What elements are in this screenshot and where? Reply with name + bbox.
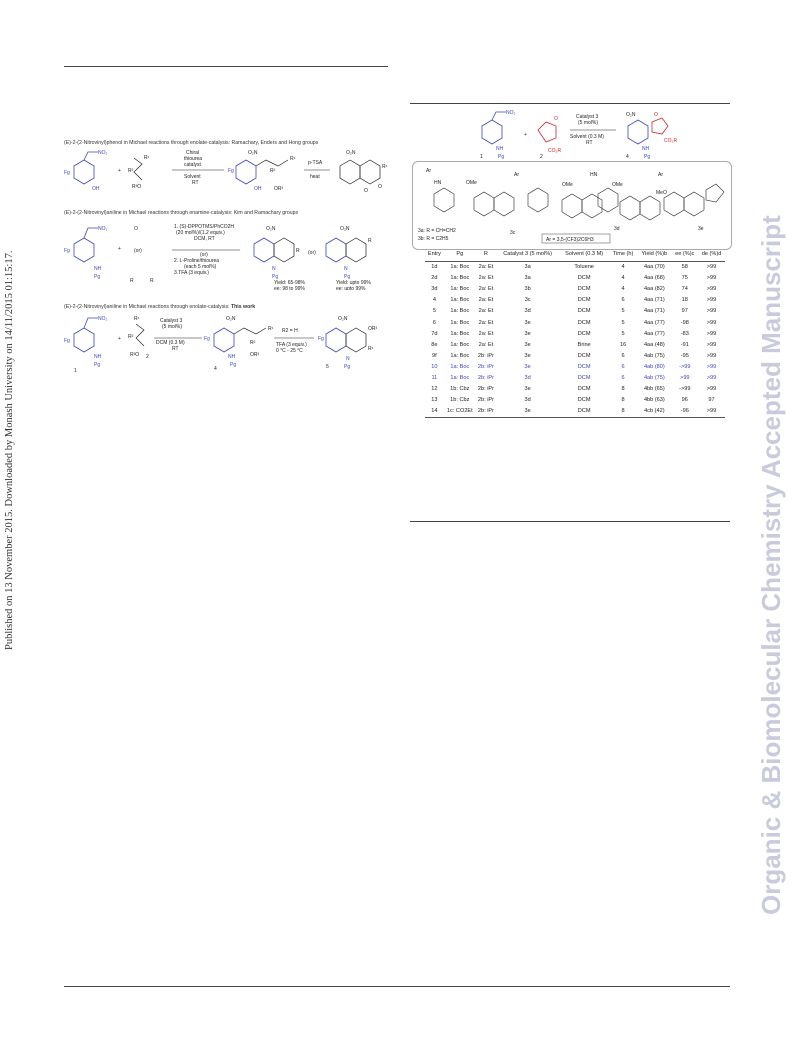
table-cell: 1b: Cbz [450,397,470,404]
table-cell: 4aa (77) [643,319,665,326]
svg-text:(20 mol%)/(1.2 equiv.): (20 mol%)/(1.2 equiv.) [176,230,225,236]
svg-text:+: + [118,246,121,252]
table-cell: >99 [706,341,717,348]
svg-text:DCM, RT: DCM, RT [194,236,215,242]
svg-text:OR³: OR³ [274,186,284,192]
svg-text:p-TSA: p-TSA [308,160,323,166]
table-cell: 6 [621,363,625,370]
col-pg: Pg [444,251,476,261]
table-cell: 4aa (68) [643,275,665,282]
bottom-rule [64,986,730,987]
table-cell: 2a: Et [478,286,494,293]
table-cell: 74 [681,286,688,293]
table-reaction-scheme [470,108,700,160]
svg-text:catalyst: catalyst [184,162,201,168]
table-cell: >99 [706,264,717,271]
table-cell: 1a: Boc [450,264,470,271]
table-cell: 4 [432,297,436,304]
table-cell: DCM [577,374,591,381]
table-cell: 4aa (70) [643,264,665,271]
table-cell: 8 [621,397,625,404]
table-header-row [425,251,725,261]
svg-text:R¹: R¹ [368,346,374,352]
svg-text:R: R [130,278,134,284]
svg-text:Catalyst 3: Catalyst 3 [576,114,599,120]
table-cell: >99 [706,363,717,370]
svg-text:Fg: Fg [64,248,70,254]
svg-text:Ar: Ar [426,168,431,174]
table-cell: 2a: Et [478,341,494,348]
table-cell: 2b: iPr [477,352,495,359]
table-cell: 4ab (80) [643,363,665,370]
table-cell: DCM [559,406,609,418]
svg-text:(5 mol%): (5 mol%) [578,120,599,126]
svg-text:3.TFA (3 equiv.): 3.TFA (3 equiv.) [174,270,209,276]
table-row [425,273,725,284]
table-cell: 2b: iPr [477,374,495,381]
svg-text:2. L-Proline/thiourea: 2. L-Proline/thiourea [174,258,220,264]
svg-text:4: 4 [626,154,629,160]
table-cell: 3d [524,397,531,404]
table-cell: 3e [524,330,531,337]
svg-text:Fg: Fg [318,336,324,342]
table-cell: DCM [577,397,591,404]
table-row [425,328,725,339]
table-cell: 3e [524,341,531,348]
svg-text:CO₂R: CO₂R [548,148,562,154]
svg-text:NH: NH [496,146,504,152]
svg-text:RT: RT [192,180,199,186]
svg-text:ee: 98 to 99%: ee: 98 to 99% [274,286,305,290]
table-cell: 58 [681,264,688,271]
svg-text:Ar = 3,5-(CF3)2C6H3: Ar = 3,5-(CF3)2C6H3 [546,237,594,243]
table-cell: 4aa (71) [643,297,665,304]
table-cell: 3c [524,297,531,304]
scheme-row3-figure [64,312,394,374]
svg-text:+: + [118,168,121,174]
table-cell: 5 [621,319,625,326]
svg-text:RT: RT [586,140,593,146]
svg-text:NH: NH [642,146,650,152]
table-row [425,317,725,328]
table-cell: 6 [621,374,625,381]
svg-text:Ar: Ar [514,172,519,178]
svg-text:(each 5 mol%): (each 5 mol%) [184,264,217,270]
svg-text:(or): (or) [308,250,316,256]
table-cell: 7d [431,330,438,337]
svg-text:R²: R² [250,340,256,346]
svg-text:thiourea: thiourea [184,156,203,162]
svg-text:Yield: 65-98%: Yield: 65-98% [274,280,305,286]
table-cell: Toluene [574,264,594,271]
svg-text:Pg: Pg [230,362,237,368]
svg-text:O: O [378,184,382,190]
catalysts-figure [414,164,728,246]
table-cell: 2a: Et [478,319,494,326]
svg-text:R¹: R¹ [144,155,150,161]
table-cell: >99 [680,374,690,381]
table-cell: 4aa (77) [643,330,665,337]
table-cell: 8 [621,386,625,393]
col-solvent: Solvent (0.3 M) [559,251,609,261]
svg-text:NH: NH [94,354,102,360]
table-cell: ->99 [679,386,691,393]
table-cell: 1d [431,264,438,271]
svg-text:3c: 3c [510,230,516,236]
scheme-row3-caption: (E)-2-(2-Nitrovinyl)aniline in Michael reactions through enolate-catalysis: This work [64,304,256,310]
table-cell: 1a: Boc [450,275,470,282]
table-cell: 3d [524,374,531,381]
table-cell: 4bb (65) [643,386,665,393]
svg-text:Pg: Pg [94,362,101,368]
table-cell: 4aa (82) [643,286,665,293]
svg-text:NH: NH [94,266,102,272]
svg-text:3e: 3e [698,226,704,232]
table-cell: >99 [706,308,717,315]
table-cell: 97 [708,397,715,404]
table-cell: DCM [577,297,591,304]
svg-text:R¹: R¹ [134,316,140,322]
svg-text:Solvent (0.3 M): Solvent (0.3 M) [570,134,604,140]
svg-text:O₂N: O₂N [346,150,356,156]
svg-text:Catalyst 3: Catalyst 3 [160,318,183,324]
svg-text:5: 5 [326,364,329,370]
svg-text:Pg: Pg [498,154,505,160]
table-cell: 6 [621,297,625,304]
table-cell: 5 [621,330,625,337]
svg-text:O₂N: O₂N [340,226,350,232]
col-time: Time (h) [609,251,637,261]
table-row [425,372,725,383]
table-cell: 4ab (75) [643,352,665,359]
scheme-row1-figure [64,148,394,198]
svg-text:Ar: Ar [658,172,663,178]
mid-rule-right [410,521,730,522]
table-row [425,261,725,273]
publication-note: Published on 13 November 2015. Downloaded by Monash University on 14/11/2015 01:15:17. [4,250,15,650]
table-cell: 2a: Et [478,308,494,315]
table-cell: 1a: Boc [450,352,470,359]
table-cell: 2b: iPr [476,406,496,418]
table-cell: >99 [706,319,717,326]
accepted-manuscript-watermark: Organic & Biomolecular Chemistry Accepted Manuscript [756,215,786,915]
table-row [425,361,725,372]
table-cell: 3d [431,286,438,293]
table-cell: 16 [619,341,627,348]
table-cell: 12 [431,386,438,393]
table-row [425,339,725,350]
table-cell: 9f [432,352,437,359]
svg-text:O₂N: O₂N [248,150,258,156]
svg-text:N: N [272,266,276,272]
table-cell: -96 [672,406,699,418]
svg-text:O: O [134,226,138,232]
table-cell: -91 [680,341,689,348]
table-cell: 10 [431,363,438,370]
svg-text:1: 1 [480,154,483,160]
table-cell: 1a: Boc [450,286,470,293]
svg-text:NH: NH [228,354,236,360]
table-row [425,384,725,395]
svg-text:+: + [118,336,121,342]
svg-text:OH: OH [254,186,262,192]
svg-text:HN: HN [434,180,442,186]
svg-text:3b: R = C2H5: 3b: R = C2H5 [418,236,449,242]
svg-text:R¹: R¹ [290,156,296,162]
table-cell: 14 [425,406,444,418]
col-ee: ee (%)c [672,251,699,261]
table-cell: -95 [680,352,689,359]
svg-text:NO₂: NO₂ [98,150,108,156]
svg-text:4: 4 [214,366,217,372]
svg-text:(or): (or) [200,252,208,258]
table-cell: 2a: Et [478,264,494,271]
svg-text:heat: heat [310,174,320,180]
top-rule-right [410,103,730,104]
table-cell: 2a: Et [478,275,494,282]
table-cell: 4aa (71) [643,308,665,315]
svg-text:DCM (0.3 M): DCM (0.3 M) [156,340,185,346]
svg-text:RT: RT [172,346,179,352]
table-cell: 96 [681,397,688,404]
svg-text:CO₂R: CO₂R [664,138,678,144]
table-cell: 1a: Boc [450,319,470,326]
table-cell: DCM [577,352,591,359]
col-r: R [476,251,496,261]
table-cell: 4 [621,286,625,293]
svg-text:ee: upto 99%: ee: upto 99% [336,286,366,290]
table-cell: DCM [577,275,591,282]
svg-text:R³O: R³O [132,184,142,190]
table-cell: 1a: Boc [450,363,470,370]
svg-text:OR³: OR³ [368,326,378,332]
svg-text:O₂N: O₂N [226,316,236,322]
svg-text:Pg: Pg [94,274,101,280]
svg-text:R¹: R¹ [268,326,274,332]
svg-text:2: 2 [146,354,149,360]
table-cell: 8e [431,341,438,348]
svg-text:N: N [346,356,350,362]
table-cell: -98 [680,319,689,326]
col-de: de (%)d [698,251,725,261]
table-cell: >99 [706,374,717,381]
svg-text:+: + [524,132,527,138]
table-cell: ->99 [679,363,691,370]
table-cell: 13 [431,397,438,404]
table-row [425,350,725,361]
svg-text:O: O [654,112,658,118]
svg-text:2: 2 [540,154,543,160]
table-cell: -83 [680,330,689,337]
table-cell: 11 [431,374,438,381]
svg-text:(5 mol%): (5 mol%) [162,324,183,330]
svg-text:Fg: Fg [64,338,70,344]
svg-text:Fg: Fg [204,336,210,342]
table-cell: 3d [524,308,531,315]
svg-text:Pg: Pg [272,274,279,280]
table-cell: 1a: Boc [450,330,470,337]
table-cell: DCM [577,363,591,370]
svg-text:Chiral: Chiral [186,150,200,156]
table-cell: 2b: iPr [477,397,495,404]
table-cell: 1c: CO2Et [444,406,476,418]
table-cell: 18 [681,297,688,304]
table-cell: Brine [577,341,591,348]
svg-text:NO₂: NO₂ [98,226,108,232]
table-row [425,406,725,418]
col-entry: Entry [425,251,444,261]
svg-text:OMe: OMe [466,180,477,186]
svg-text:O₂N: O₂N [266,226,276,232]
table-row [425,395,725,406]
svg-text:3a: R = CH=CH2: 3a: R = CH=CH2 [418,228,456,234]
svg-text:Solvent: Solvent [184,174,201,180]
table-cell: DCM [577,286,591,293]
table-cell: 4aa (48) [643,341,665,348]
svg-text:Pg: Pg [644,154,651,160]
svg-text:O: O [554,116,558,122]
svg-text:NO₂: NO₂ [98,316,108,322]
svg-text:R2 = H: R2 = H [282,328,298,334]
table-cell: 3a [524,264,531,271]
svg-text:Pg: Pg [344,364,351,370]
scheme-row1-caption: (E)-2-(2-Nitrovinyl)phenol in Michael reactions through enolate-catalysis: Ramachary, Enders and Hong groups [64,140,319,146]
svg-text:Fg: Fg [64,170,70,176]
table-cell: >99 [706,275,717,282]
svg-text:N: N [344,266,348,272]
table-cell: >99 [698,406,725,418]
table-row [425,306,725,317]
table-cell: DCM [577,319,591,326]
scheme-row2-figure [64,218,394,290]
table-cell: 5 [432,308,436,315]
svg-text:O₂N: O₂N [626,112,636,118]
table-cell: 2d [431,275,438,282]
svg-text:O₂N: O₂N [338,316,348,322]
table-cell: >99 [706,286,717,293]
table-cell: 2a: Et [478,330,494,337]
table-cell: 3e [524,363,531,370]
table-cell: DCM [577,386,591,393]
table-cell: 1a: Boc [450,374,470,381]
svg-text:Yield: upto 99%: Yield: upto 99% [336,280,371,286]
table-cell: >99 [706,297,717,304]
svg-text:R³O: R³O [130,352,140,358]
results-table [425,251,725,418]
table-cell: 97 [681,308,688,315]
table-cell: 6 [621,352,625,359]
table-cell: 75 [681,275,688,282]
svg-text:TFA (3 equiv.): TFA (3 equiv.) [276,342,307,348]
svg-text:Fg: Fg [228,168,234,174]
table-cell: 3e [496,406,559,418]
table-cell: >99 [706,330,717,337]
svg-text:OMe: OMe [562,182,573,188]
col-catalyst: Catalyst 3 (5 mol%) [496,251,559,261]
table-cell: 2b: iPr [477,386,495,393]
col-yield: Yield (%)b [637,251,671,261]
table-cell: 3b [524,286,531,293]
table-cell: 3a [524,275,531,282]
table-cell: 8 [609,406,637,418]
svg-text:O: O [364,188,368,194]
svg-text:R: R [296,248,300,254]
svg-text:OR³: OR³ [250,352,260,358]
table-cell: 4ab (75) [643,374,665,381]
table-cell: 2b: iPr [477,363,495,370]
table-cell: 4 [621,264,625,271]
svg-text:0 °C - 25 °C: 0 °C - 25 °C [276,348,303,354]
table-cell: 1a: Boc [450,297,470,304]
table-cell: 6 [432,319,436,326]
svg-text:R²: R² [128,334,134,340]
svg-text:R¹: R¹ [382,164,388,170]
svg-text:NO₂: NO₂ [506,110,516,116]
svg-text:OH: OH [92,186,100,192]
svg-text:3d: 3d [614,226,620,232]
svg-text:MeO: MeO [656,190,667,196]
svg-text:Pg: Pg [344,274,351,280]
table-cell: 4cb (42) [637,406,671,418]
table-cell: 4bb (63) [643,397,665,404]
svg-text:R: R [150,278,154,284]
svg-text:R²: R² [270,168,276,174]
svg-text:HN: HN [590,172,598,178]
scheme-row2-caption: (E)-2-(2-Nitrovinyl)aniline in Michael reactions through enamine-catalysis: Kim and Ramachary groups [64,210,299,216]
table-cell: >99 [706,386,717,393]
svg-text:1: 1 [74,368,77,374]
top-rule-left [64,66,388,67]
table-cell: >99 [706,352,717,359]
table-cell: DCM [577,330,591,337]
svg-text:R: R [368,238,372,244]
svg-text:R²: R² [128,168,134,174]
svg-text:OMe: OMe [612,182,623,188]
table-cell: 1b: Cbz [450,386,470,393]
table-cell: DCM [577,308,591,315]
svg-text:(or): (or) [134,248,142,254]
table-row [425,284,725,295]
table-row [425,295,725,306]
table-cell: 4 [621,275,625,282]
table-cell: 2a: Et [478,297,494,304]
table-cell: 1a: Boc [450,341,470,348]
table-cell: 5 [621,308,625,315]
table-cell: 3e [524,319,531,326]
table-cell: 3e [524,352,531,359]
table-cell: 3e [524,386,531,393]
svg-text:1. (S)-DPPOTMS/PhCO2H: 1. (S)-DPPOTMS/PhCO2H [174,224,235,230]
table-cell: 1a: Boc [450,308,470,315]
